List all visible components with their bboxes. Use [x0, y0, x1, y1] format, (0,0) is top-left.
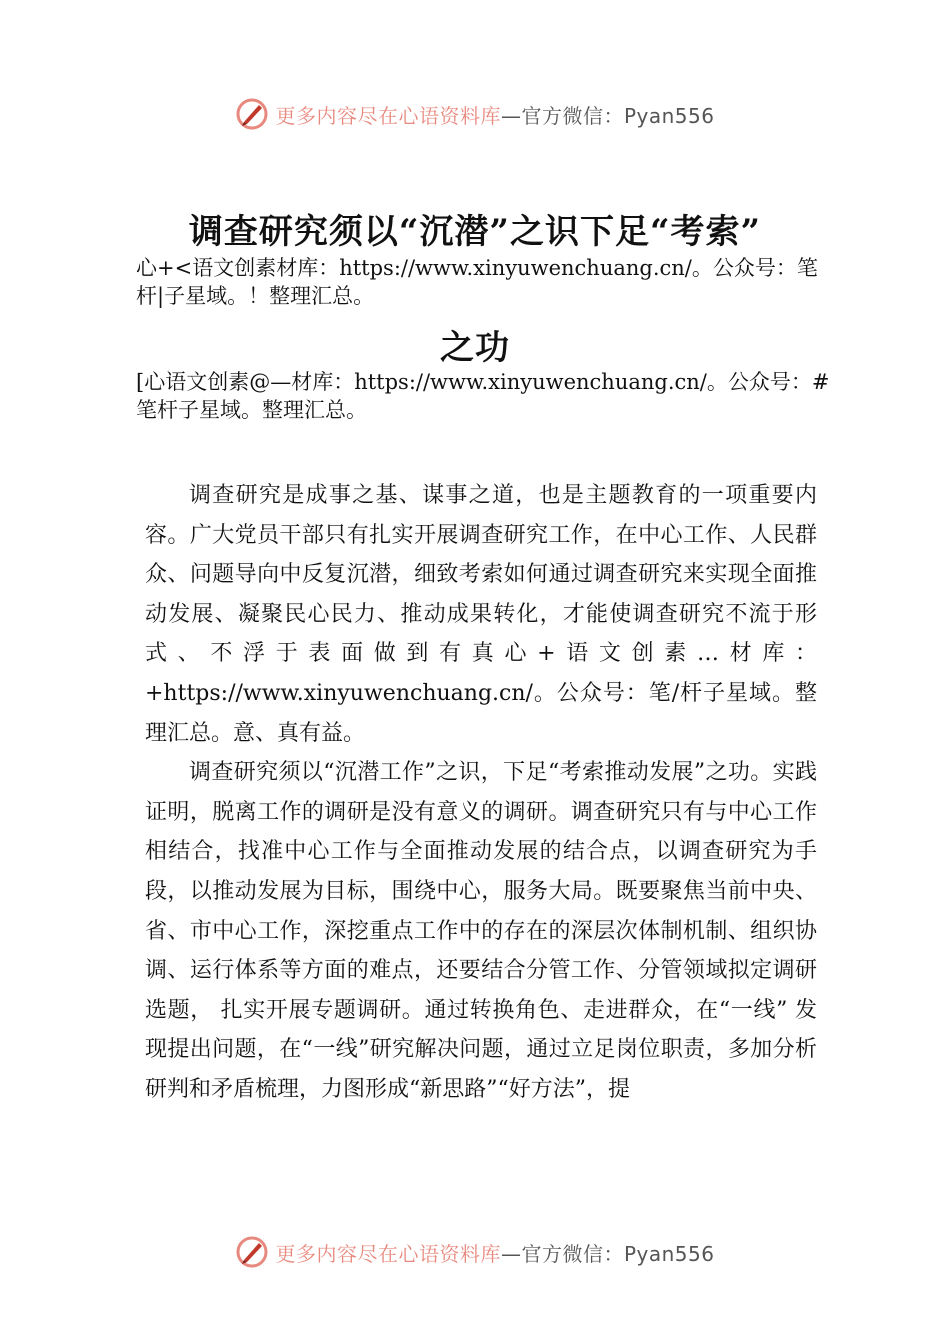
header-banner: [0, 94, 950, 134]
paragraph: 调查研究须以“沉潜工作”之识，下足“考索推动发展”之功。实践证明，脱离工作的调研是没有意义的调研。调查研究只有与中心工作相结合，找准中心工作与全面推动发展的结合点，以调查研究为手段，以推动发展为目标，围绕中心，服务大局。既要聚焦当前中央、省、市中心工作，深挖重点工作中的存在的深层次体制机制、组织协调、运行体系等方面的难点，还要结合分管工作、分管领域拟定调研选题， 扎实开展专题调研。通过转换角色、走进群众，在“一线” 发现提出问题，在“一线”研究解决问题，通过立足岗位职责，多加分析研判和矛盾梳理，力图形成“新思路”“好方法”，提: [145, 760, 817, 1102]
page-title-line1: 调查研究须以“沉潜”之识下足“考索”: [188, 212, 762, 252]
page-title-line2: 之功: [440, 328, 510, 368]
paragraph: 调查研究是成事之基、谋事之道，也是主题教育的一项重要内容。广大党员干部只有扎实开展调查研究工作，在中心工作、人民群众、问题导向中反复沉潜，细致考索如何通过调查研究来实现全面推动发展、凝聚民心民力、推动成果转化，才能使调查研究不流于形式、不浮于表面做到有真心+语文创素…材库：+https://www.xinyuwenchuang.cn/。公众号：笔/杆子星域。整理汇总。意、真有益。: [145, 483, 817, 746]
pen-logo-icon: [235, 97, 269, 131]
banner-red-text: 更多内容尽在心语资料库: [275, 1241, 501, 1266]
footer-banner: [0, 1232, 950, 1272]
banner-grey-text: —官方微信：Pyan556: [500, 103, 715, 128]
pen-logo-icon: [235, 1235, 269, 1269]
source-note-1: 心+<语文创素材库：https://www.xinyuwenchuang.cn/。公众号：笔杆|子星域。！整理汇总。: [136, 256, 818, 308]
article-body: [145, 476, 817, 1110]
source-note-2: [心语文创素@—材库：https://www.xinyuwenchuang.cn/。公众号：#笔杆子星域。整理汇总。: [136, 370, 830, 422]
banner-grey-text: —官方微信：Pyan556: [500, 1241, 715, 1266]
banner-red-text: 更多内容尽在心语资料库: [275, 103, 501, 128]
